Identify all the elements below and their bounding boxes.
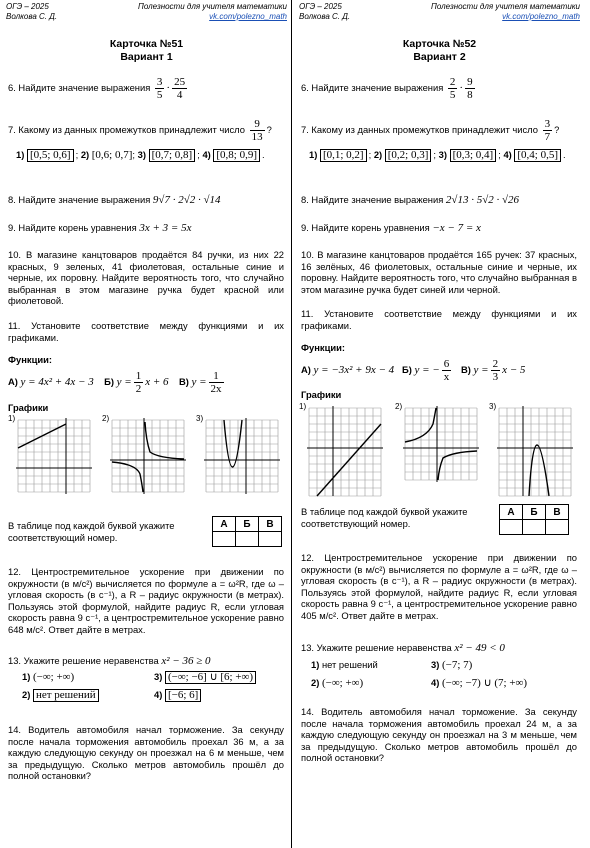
- q13-option-4: 4) [−6; 6]: [154, 688, 203, 702]
- q8-text: 8. Найдите значение выражения: [8, 194, 151, 205]
- q6-text: 6. Найдите значение выражения: [301, 82, 444, 93]
- graph-2-plot: [102, 414, 194, 496]
- q7-options: 1) [0,1; 0,2] ; 2) [0,2; 0,3] ; 3) [0,3; 0,4] ; 4) [0,4; 0,5] .: [309, 149, 566, 161]
- graph-3-plot: [489, 402, 581, 498]
- question-8: [301, 194, 577, 207]
- q7-option-3: [0,3; 0,4]: [450, 149, 497, 162]
- q8-expr: 2√13 · 5√2 · √26: [445, 194, 520, 206]
- header-exam: ОГЭ – 2025: [6, 2, 49, 11]
- functions-label: Функции:: [301, 342, 345, 353]
- q6-frac-b: $\frac{25}{4}$: [174, 76, 186, 102]
- q13-option-1: 1) нет решений: [311, 659, 378, 670]
- variant-title: Вариант 1: [120, 51, 173, 63]
- q7-options: 1) [0,5; 0,6] ; 2) [0,6; 0,7]; 3) [0,7; 0,8] ; 4) [0,8; 0,9] .: [16, 149, 265, 161]
- answer-header-b: Б: [523, 505, 546, 520]
- column-divider: [291, 0, 292, 848]
- card-title: Карточка №51: [109, 38, 184, 50]
- graph-2: 2): [102, 414, 194, 496]
- q7-option-4: [0,8; 0,9]: [213, 149, 260, 162]
- question-8: [8, 194, 284, 207]
- question-9: [8, 222, 284, 235]
- header-link[interactable]: vk.com/polezno_math: [209, 12, 287, 21]
- q7-option-2: [0,2; 0,3]: [385, 149, 432, 162]
- graph-3: 3): [489, 402, 581, 498]
- q8-expr: 9√7 · 2√2 · √14: [152, 194, 221, 206]
- q6-frac-b: $\frac{9}{8}$: [467, 76, 473, 102]
- function-b: x + 6: [145, 376, 169, 388]
- q7-option-4: [0,4; 0,5]: [514, 149, 561, 162]
- q7-text: 7. Какому из данных промежутков принадлежит число: [301, 123, 538, 135]
- q13-expr: x² − 49 < 0: [454, 642, 505, 654]
- q7-option-2: [0,6; 0,7]: [91, 149, 133, 161]
- question-14: 14. Водитель автомобиля начал торможение. За секунду после начала торможения автомобиль проехал 36 м, а за каждую следующую секунду он проезжал на 6 м меньше, чем за предыдущую. Сколько метров автомобиль прошёл до полной остановки?: [8, 724, 284, 782]
- q13-option-3: 3) (−∞; −6] ∪ [6; +∞): [154, 670, 258, 684]
- q7-option-1: [0,5; 0,6]: [27, 149, 74, 162]
- q13-option-2: 2) нет решений: [22, 688, 101, 702]
- q7-frac: $\frac{3}{7}$: [544, 118, 551, 143]
- answer-cell-c[interactable]: [546, 520, 569, 535]
- q8-text: 8. Найдите значение выражения: [301, 194, 444, 205]
- variant-title: Вариант 2: [413, 51, 466, 63]
- q7-text: 7. Какому из данных промежутков принадлежит число: [8, 123, 245, 135]
- answer-cell-c[interactable]: [259, 532, 282, 547]
- q9-expr: −x − 7 = x: [432, 222, 481, 234]
- answer-header-c: В: [259, 517, 282, 532]
- q13-option-3: 3) (−7; 7): [431, 659, 473, 671]
- q13-option-2: 2) (−∞; +∞): [311, 677, 364, 689]
- function-b-frac: $\frac{1}{2}$: [135, 370, 142, 396]
- q13-text: 13. Укажите решение неравенства: [8, 655, 159, 666]
- header-author: Волкова С. Д.: [6, 12, 58, 21]
- card-51: [2, 0, 291, 848]
- q13-expr: x² − 36 ≥ 0: [161, 655, 211, 667]
- graph-1-plot: [299, 402, 393, 498]
- header-link[interactable]: vk.com/polezno_math: [502, 12, 580, 21]
- header-subtitle: Полезности для учителя математики: [138, 2, 287, 11]
- functions-label: Функции:: [8, 354, 52, 365]
- table-instruction: В таблице под каждой буквой укажите соответствующий номер.: [301, 506, 468, 529]
- question-13: [8, 655, 284, 668]
- functions-row: А) y = 4x² + 4x − 3 Б) y = $\frac{1}{2}$ x + 6 В) y = $\frac{1}{2x}$: [8, 370, 222, 396]
- header-subtitle: Полезности для учителя математики: [431, 2, 580, 11]
- q13-text: 13. Укажите решение неравенства: [301, 642, 452, 653]
- answer-table: [212, 516, 282, 547]
- function-a: y = 4x² + 4x − 3: [20, 376, 94, 388]
- card-52: [295, 0, 584, 848]
- graph-1-plot: [8, 414, 100, 496]
- header-author: Волкова С. Д.: [299, 12, 351, 21]
- q6-frac-a: $\frac{2}{5}$: [449, 76, 456, 102]
- answer-cell-b[interactable]: [236, 532, 259, 547]
- q6-text: 6. Найдите значение выражения: [8, 82, 151, 93]
- function-c: x − 5: [502, 364, 526, 376]
- question-13: [301, 642, 577, 655]
- answer-cell-a[interactable]: [500, 520, 523, 535]
- graph-1: 1): [8, 414, 100, 496]
- answer-table: [499, 504, 569, 535]
- answer-header-a: А: [213, 517, 236, 532]
- table-instruction: В таблице под каждой буквой укажите соответствующий номер.: [8, 520, 175, 543]
- q13-option-4: 4) (−∞; −7) ∪ (7; +∞): [431, 677, 528, 689]
- answer-cell-a[interactable]: [213, 532, 236, 547]
- function-c-frac: $\frac{1}{2x}$: [210, 370, 222, 396]
- question-14: 14. Водитель автомобиля начал торможение. За секунду после начала торможения автомобиль проехал 24 м, а за каждую следующую секунду он проезжал на 3 м меньше, чем за предыдущую. Сколько метров автомобиль прошёл до полной остановки?: [301, 706, 577, 764]
- q9-expr: 3x + 3 = 5x: [139, 222, 192, 234]
- page-header: [6, 2, 287, 24]
- q7-option-3: [0,7; 0,8]: [149, 149, 196, 162]
- graph-1: 1): [299, 402, 393, 498]
- question-6: 6. Найдите значение выражения $\frac{3}{5}$ · $\frac{25}{4}$: [8, 76, 186, 102]
- answer-header-a: А: [500, 505, 523, 520]
- question-12: 12. Центростремительное ускорение при движении по окружности (в м/с²) вычисляется по формуле a = ω²R, где ω – угловая скорость (в с⁻¹), а R – радиус окружности (в метрах). Пользуясь этой формулой, найдите радиус R, если угловая скорость равна 9 с⁻¹, а центростремительное ускорение равно 405 м/с². Ответ дайте в метрах.: [301, 552, 577, 621]
- q7-frac: $\frac{9}{13}$: [251, 118, 263, 143]
- question-7: 7. Какому из данных промежутков принадлежит число $\frac{3}{7}$ ? 1) [0,1; 0,2] ; 2) [0,2; 0,3] ; 3) [0,3; 0,4] ; 4) [0,4; 0,5] .: [301, 118, 577, 162]
- question-6: 6. Найдите значение выражения $\frac{2}{5}$ · $\frac{9}{8}$: [301, 76, 473, 102]
- q6-frac-a: $\frac{3}{5}$: [156, 76, 163, 102]
- answer-header-c: В: [546, 505, 569, 520]
- question-7: 7. Какому из данных промежутков принадлежит число $\frac{9}{13}$ ? 1) [0,5; 0,6] ; 2) [0,6; 0,7]; 3) [0,7; 0,8] ; 4) [0,8; 0,9] .: [8, 118, 284, 162]
- page-header-right: [299, 2, 580, 24]
- graph-3-plot: [196, 414, 288, 496]
- question-9: [301, 222, 577, 235]
- function-c-frac: $\frac{2}{3}$: [492, 358, 499, 384]
- graph-3: 3): [196, 414, 288, 496]
- answer-cell-b[interactable]: [523, 520, 546, 535]
- graph-2: 2): [395, 402, 487, 484]
- q7-option-1: [0,1; 0,2]: [320, 149, 367, 162]
- function-b-frac: $\frac{6}{x}$: [443, 358, 450, 384]
- question-11: 11. Установите соответствие между функциями и их графиками.: [301, 308, 577, 331]
- functions-row: А) y = −3x² + 9x − 4 Б) y = − $\frac{6}{x}$ В) y = $\frac{2}{3}$ x − 5: [301, 358, 526, 384]
- function-a: y = −3x² + 9x − 4: [313, 364, 395, 376]
- graphs-label: Графики: [8, 402, 49, 413]
- answer-header-b: Б: [236, 517, 259, 532]
- question-11: 11. Установите соответствие между функциями и их графиками.: [8, 320, 284, 343]
- question-12: 12. Центростремительное ускорение при движении по окружности (в м/с²) вычисляется по формуле a = ω²R, где ω – угловая скорость (в с⁻¹), а R – радиус окружности (в метрах). Пользуясь этой формулой, найдите радиус R, если угловая скорость равна 9 с⁻¹, а центростремительное ускорение равно 648 м/с². Ответ дайте в метрах.: [8, 566, 284, 635]
- question-10: 10. В магазине канцтоваров продаётся 84 ручки, из них 22 красных, 9 зеленых, 41 фиолетовая, остальные синие и черные, их поровну. Найдите вероятность того, что случайно выбранная в этом магазине ручка будет красной или фиолетовой.: [8, 249, 284, 307]
- q13-option-1: 1) (−∞; +∞): [22, 671, 75, 683]
- q9-text: 9. Найдите корень уравнения: [8, 222, 137, 233]
- header-exam: ОГЭ – 2025: [299, 2, 342, 11]
- q9-text: 9. Найдите корень уравнения: [301, 222, 430, 233]
- card-title: Карточка №52: [402, 38, 477, 50]
- graph-2-plot: [395, 402, 487, 484]
- graphs-label: Графики: [301, 389, 342, 400]
- question-10: 10. В магазине канцтоваров продаётся 165 ручек: 37 красных, 16 зелёных, 46 фиолетовых, остальные синие и черные, их поровну. Найдите вероятность того, что случайно выбранная в этом магазине ручка будет синей или черной.: [301, 249, 577, 295]
